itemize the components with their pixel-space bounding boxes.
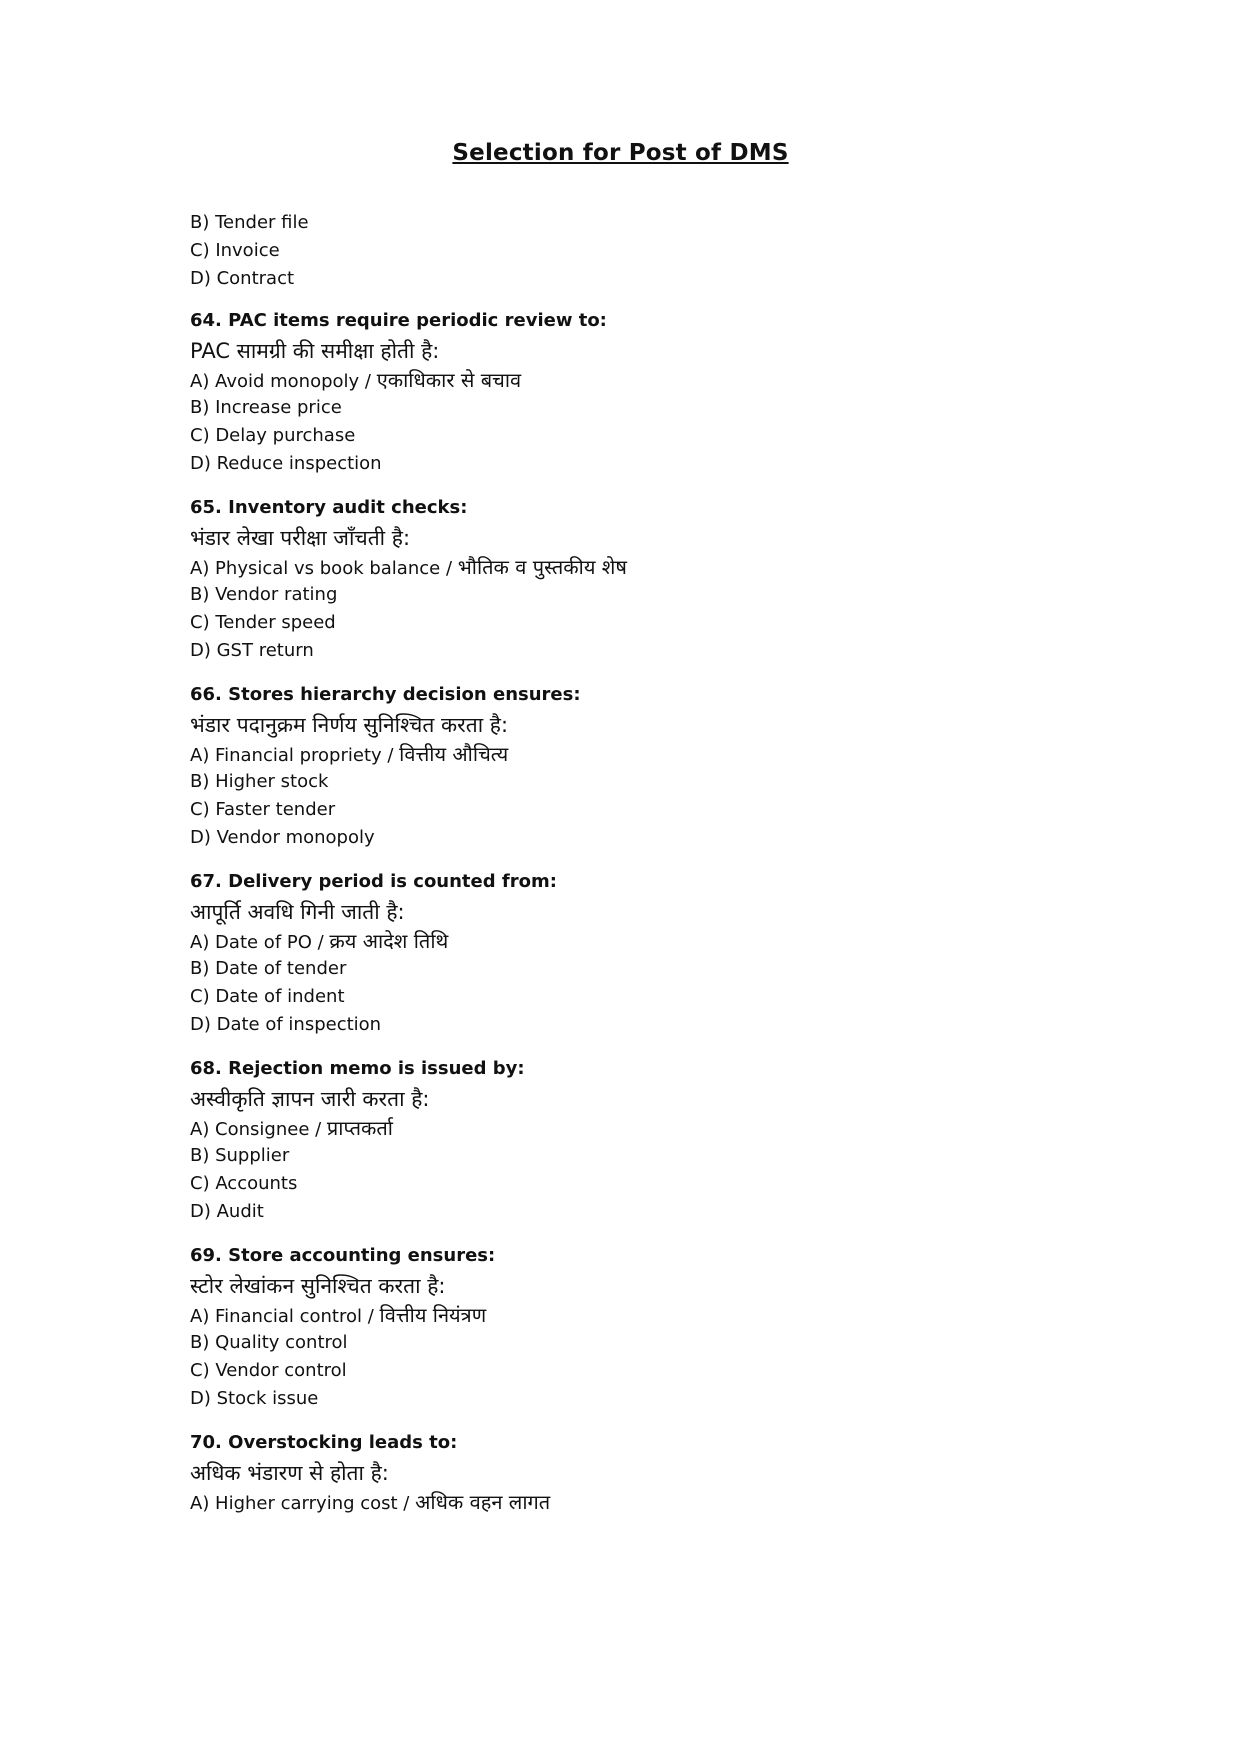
option-text: B) Tender file [190, 212, 309, 233]
option-hi: भौतिक व पुस्तकीय शेष [457, 555, 627, 579]
option-hi: अधिक वहन लागत [415, 1490, 551, 1514]
option-en: B) Supplier [190, 1145, 290, 1166]
question-hindi: अधिक भंडारण से होता है: [190, 1461, 389, 1485]
option-text [190, 637, 1090, 665]
question-hindi: आपूर्ति अवधि गिनी जाती है: [190, 900, 405, 924]
option-en: C) Date of indent [190, 986, 345, 1007]
option-text [190, 740, 1090, 768]
option-en: B) Date of tender [190, 958, 347, 979]
option-text: C) Invoice [190, 240, 280, 261]
option-text [190, 927, 1090, 955]
option-text [190, 609, 1090, 637]
option-text [190, 796, 1090, 824]
option-en: B) Increase price [190, 397, 342, 418]
question-hindi: भंडार लेखा परीक्षा जाँचती है: [190, 526, 411, 550]
option-en: B) Quality control [190, 1332, 348, 1353]
option-en: C) Tender speed [190, 612, 336, 633]
option-text [190, 450, 1090, 478]
question-block [190, 867, 1090, 1039]
question-block [190, 1054, 1090, 1226]
option-text [190, 1114, 1090, 1142]
option-en: D) Reduce inspection [190, 453, 382, 474]
question-hindi: अस्वीकृति ज्ञापन जारी करता है: [190, 1087, 430, 1111]
option-hi: वित्तीय औचित्य [399, 742, 509, 766]
option-en: D) GST return [190, 640, 314, 661]
question-block [190, 306, 1090, 478]
option-text [190, 983, 1090, 1011]
option-en: C) Accounts [190, 1173, 298, 1194]
option-en: A) Avoid monopoly / [190, 371, 377, 392]
option-text [190, 581, 1090, 609]
option-en: A) Physical vs book balance / [190, 558, 458, 579]
option-en: D) Audit [190, 1201, 264, 1222]
option-text [190, 1357, 1090, 1385]
option-text [190, 768, 1090, 796]
option-text [190, 1488, 1090, 1516]
option-text [190, 1170, 1090, 1198]
question-hindi: भंडार पदानुक्रम निर्णय सुनिश्चित करता है: [190, 713, 509, 737]
question-hindi: स्टोर लेखांकन सुनिश्चित करता है: [190, 1274, 446, 1298]
option-en: C) Vendor control [190, 1360, 347, 1381]
option-en: A) Higher carrying cost / [190, 1493, 416, 1514]
option-en: A) Date of PO / [190, 932, 330, 953]
option-en: D) Date of inspection [190, 1014, 382, 1035]
question-text: 67. Delivery period is counted from: [190, 871, 557, 892]
option-hi: वित्तीय नियंत्रण [379, 1303, 487, 1327]
question-block [190, 1241, 1090, 1413]
question-block [190, 1428, 1090, 1516]
option-text [190, 1142, 1090, 1170]
option-hi: एकाधिकार से बचाव [376, 368, 522, 392]
option-text [190, 955, 1090, 983]
question-text: 69. Store accounting ensures: [190, 1245, 496, 1266]
option-text [190, 366, 1090, 394]
option-en: A) Financial propriety / [190, 745, 400, 766]
question-hindi: PAC सामग्री की समीक्षा होती है: [190, 339, 440, 363]
option-en: A) Consignee / [190, 1119, 327, 1140]
option-text [190, 1011, 1090, 1039]
question-text: 66. Stores hierarchy decision ensures: [190, 684, 581, 705]
option-en: C) Delay purchase [190, 425, 356, 446]
option-text [190, 1385, 1090, 1413]
option-en: D) Stock issue [190, 1388, 319, 1409]
question-block [190, 493, 1090, 665]
option-en: B) Vendor rating [190, 584, 338, 605]
option-text: D) Contract [190, 268, 295, 289]
option-hi: क्रय आदेश तिथि [329, 929, 449, 953]
option-hi: प्राप्तकर्ता [326, 1116, 393, 1140]
page-title: Selection for Post of DMS [452, 140, 789, 166]
question-text: 70. Overstocking leads to: [190, 1432, 458, 1453]
option-en: B) Higher stock [190, 771, 329, 792]
question-text: 68. Rejection memo is issued by: [190, 1058, 525, 1079]
question-block [190, 680, 1090, 852]
option-en: D) Vendor monopoly [190, 827, 375, 848]
question-text: 65. Inventory audit checks: [190, 497, 468, 518]
option-text [190, 422, 1090, 450]
option-text [190, 824, 1090, 852]
option-text [190, 394, 1090, 422]
option-text [190, 1198, 1090, 1226]
question-text: 64. PAC items require periodic review to: [190, 310, 607, 331]
option-text [190, 1329, 1090, 1357]
option-en: A) Financial control / [190, 1306, 380, 1327]
option-en: C) Faster tender [190, 799, 336, 820]
option-text [190, 553, 1090, 581]
option-text [190, 1301, 1090, 1329]
leading-options [190, 209, 1090, 293]
